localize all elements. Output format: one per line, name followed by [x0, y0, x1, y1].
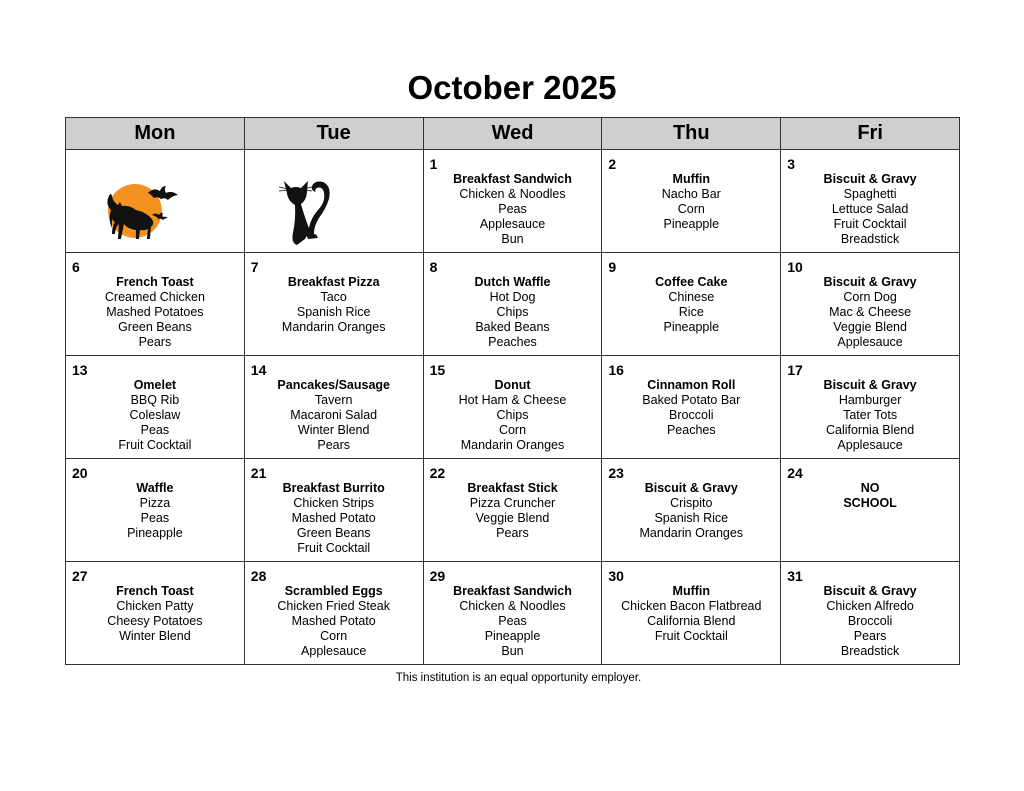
lunch-item: Mandarin Oranges: [281, 320, 386, 334]
lunch-item: Chicken & Noodles: [459, 599, 566, 613]
lunch-item: Mashed Potatoes: [106, 305, 204, 319]
day-number: 15: [429, 362, 446, 378]
lunch-item: Baked Beans: [475, 320, 550, 334]
black-cat-icon: [244, 150, 423, 253]
lunch-item: Pineapple: [127, 526, 183, 540]
day-number: 2: [608, 156, 617, 172]
footer-note: This institution is an equal opportunity employer.: [395, 672, 642, 684]
day-number: 16: [608, 362, 624, 378]
lunch-item: Fruit Cocktail: [118, 438, 192, 452]
breakfast-item: Cinnamon Roll: [647, 378, 736, 392]
lunch-item: Chicken Patty: [116, 599, 194, 613]
day-cell: [423, 459, 602, 562]
day-cell: [66, 459, 245, 562]
day-cell: [602, 562, 781, 665]
lunch-item: California Blend: [825, 423, 915, 437]
week-row: [66, 253, 960, 356]
breakfast-item: Breakfast Stick: [467, 481, 558, 495]
day-cell: [423, 562, 602, 665]
lunch-item: Hot Ham & Cheese: [458, 393, 567, 407]
breakfast-item: French Toast: [116, 275, 194, 289]
lunch-item: Chicken Strips: [293, 496, 374, 510]
lunch-item: Chicken Alfredo: [826, 599, 914, 613]
lunch-item: Tavern: [314, 393, 353, 407]
weekday-header-wed: Wed: [423, 118, 602, 150]
breakfast-item: Biscuit & Gravy: [823, 172, 917, 186]
lunch-item: Broccoli: [847, 614, 893, 628]
day-number: 23: [608, 465, 624, 481]
lunch-item: Chips: [496, 305, 529, 319]
weekday-header-mon: Mon: [66, 118, 245, 150]
lunch-item: Veggie Blend: [833, 320, 907, 334]
lunch-item: Baked Potato Bar: [642, 393, 741, 407]
lunch-item: Green Beans: [296, 526, 371, 540]
lunch-item: Corn: [498, 423, 527, 437]
day-cell: [244, 562, 423, 665]
lunch-item: Spanish Rice: [296, 305, 371, 319]
lunch-item: Chicken & Noodles: [459, 187, 566, 201]
day-number: 28: [250, 568, 267, 584]
day-number: 29: [429, 568, 446, 584]
breakfast-item: Muffin: [672, 172, 711, 186]
day-number: 6: [72, 259, 80, 275]
day-cell: [781, 562, 960, 665]
lunch-item: Nacho Bar: [661, 187, 721, 201]
lunch-item: Taco: [320, 290, 347, 304]
breakfast-item: Muffin: [672, 584, 711, 598]
lunch-item: Fruit Cocktail: [833, 217, 907, 231]
lunch-item: Pizza: [139, 496, 171, 510]
lunch-item: Applesauce: [301, 644, 367, 658]
breakfast-item: NO: [860, 481, 880, 495]
lunch-item: Pineapple: [484, 629, 541, 643]
lunch-item: Peas: [140, 511, 170, 525]
lunch-item: Veggie Blend: [475, 511, 550, 525]
lunch-item: Pears: [317, 438, 351, 452]
day-number: 20: [72, 465, 88, 481]
day-cell: [781, 459, 960, 562]
weekday-header-fri: Fri: [781, 118, 960, 150]
menu-calendar: [65, 117, 960, 665]
day-number: 13: [72, 362, 88, 378]
day-number: 27: [72, 568, 88, 584]
day-cell: [244, 253, 423, 356]
breakfast-item: Waffle: [136, 481, 174, 495]
lunch-item: Pears: [138, 335, 172, 349]
lunch-item: Peas: [498, 614, 527, 628]
week-row: [66, 459, 960, 562]
lunch-item: Tater Tots: [843, 408, 898, 422]
lunch-item: Peas: [140, 423, 170, 437]
lunch-item: Corn: [677, 202, 705, 216]
lunch-item: Mandarin Oranges: [639, 526, 744, 540]
day-cell: [602, 253, 781, 356]
day-number: 22: [429, 465, 446, 481]
lunch-item: Spanish Rice: [654, 511, 729, 525]
day-number: 21: [250, 465, 267, 481]
lunch-item: Applesauce: [837, 335, 903, 349]
halloween-moon-cat-icon: [66, 150, 245, 253]
day-number: 17: [787, 362, 803, 378]
day-number: 10: [787, 259, 803, 275]
day-cell: [423, 253, 602, 356]
breakfast-item: Biscuit & Gravy: [644, 481, 738, 495]
lunch-item: Applesauce: [479, 217, 546, 231]
week-row: [66, 150, 960, 253]
lunch-item: Pineapple: [663, 320, 720, 334]
day-cell: [781, 356, 960, 459]
lunch-item: Breadstick: [840, 644, 900, 658]
lunch-item: Pizza Cruncher: [469, 496, 556, 510]
lunch-item: Pears: [496, 526, 529, 540]
day-cell: [602, 150, 781, 253]
black-cat-illustration: [245, 150, 423, 252]
breakfast-item: Dutch Waffle: [474, 275, 551, 289]
lunch-item: Hamburger: [838, 393, 902, 407]
day-cell: [66, 253, 245, 356]
day-number: 24: [787, 465, 803, 481]
lunch-item: BBQ Rib: [130, 393, 180, 407]
lunch-item: Applesauce: [837, 438, 903, 452]
lunch-item: Crispito: [670, 496, 713, 510]
lunch-item: Pears: [853, 629, 887, 643]
lunch-item: Coleslaw: [129, 408, 181, 422]
lunch-item: Rice: [678, 305, 704, 319]
lunch-item: Bun: [501, 232, 524, 246]
weekday-header-thu: Thu: [602, 118, 781, 150]
breakfast-item: Omelet: [133, 378, 177, 392]
lunch-item: SCHOOL: [843, 496, 897, 510]
breakfast-item: Pancakes/Sausage: [277, 378, 390, 392]
breakfast-item: Breakfast Burrito: [282, 481, 385, 495]
day-number: 14: [250, 362, 267, 378]
lunch-item: Corn Dog: [843, 290, 897, 304]
weekday-header-row: [66, 118, 960, 150]
breakfast-item: Biscuit & Gravy: [823, 378, 917, 392]
week-row: [66, 562, 960, 665]
moon-cat-bats-illustration: [66, 150, 244, 252]
lunch-item: Mashed Potato: [291, 614, 376, 628]
day-cell: [423, 356, 602, 459]
breakfast-item: Breakfast Pizza: [287, 275, 380, 289]
day-cell: [244, 459, 423, 562]
weekday-header-tue: Tue: [244, 118, 423, 150]
lunch-item: Winter Blend: [297, 423, 370, 437]
breakfast-item: Breakfast Sandwich: [453, 172, 572, 186]
day-number: 8: [429, 259, 438, 275]
lunch-item: Cheesy Potatoes: [107, 614, 203, 628]
day-number: 1: [429, 156, 438, 172]
lunch-item: Peaches: [666, 423, 716, 437]
lunch-item: Hot Dog: [489, 290, 536, 304]
lunch-item: Mashed Potato: [291, 511, 376, 525]
lunch-item: Peaches: [488, 335, 537, 349]
lunch-item: Chinese: [668, 290, 715, 304]
day-number: 9: [608, 259, 617, 275]
day-cell: [66, 356, 245, 459]
lunch-item: Macaroni Salad: [290, 408, 378, 422]
lunch-item: Bun: [501, 644, 524, 658]
breakfast-item: Breakfast Sandwich: [453, 584, 572, 598]
breakfast-item: French Toast: [116, 584, 194, 598]
calendar-body: [66, 150, 960, 665]
lunch-item: Chicken Bacon Flatbread: [621, 599, 762, 613]
lunch-item: Fruit Cocktail: [654, 629, 728, 643]
lunch-item: Green Beans: [118, 320, 192, 334]
breakfast-item: Biscuit & Gravy: [823, 275, 917, 289]
day-cell: [423, 150, 602, 253]
day-cell: [244, 356, 423, 459]
lunch-item: Lettuce Salad: [831, 202, 909, 216]
day-number: 31: [787, 568, 803, 584]
lunch-item: Mac & Cheese: [829, 305, 912, 319]
week-row: [66, 356, 960, 459]
day-number: 3: [787, 156, 795, 172]
breakfast-item: Scrambled Eggs: [284, 584, 383, 598]
breakfast-item: Donut: [494, 378, 531, 392]
day-cell: [66, 562, 245, 665]
lunch-item: Corn: [320, 629, 348, 643]
day-number: 30: [608, 568, 624, 584]
lunch-item: Pineapple: [663, 217, 720, 231]
page-title: October 2025: [407, 69, 617, 106]
lunch-item: Peas: [498, 202, 527, 216]
lunch-item: Winter Blend: [119, 629, 191, 643]
breakfast-item: Coffee Cake: [655, 275, 728, 289]
breakfast-item: Biscuit & Gravy: [823, 584, 917, 598]
lunch-item: Spaghetti: [843, 187, 897, 201]
lunch-item: Mandarin Oranges: [460, 438, 565, 452]
lunch-item: Fruit Cocktail: [297, 541, 371, 555]
lunch-item: Creamed Chicken: [104, 290, 205, 304]
day-cell: [781, 150, 960, 253]
day-cell: [781, 253, 960, 356]
lunch-item: Broccoli: [669, 408, 714, 422]
day-cell: [602, 459, 781, 562]
lunch-item: Chicken Fried Steak: [277, 599, 390, 613]
lunch-item: Breadstick: [840, 232, 900, 246]
day-cell: [602, 356, 781, 459]
lunch-item: Chips: [496, 408, 529, 422]
day-number: 7: [250, 259, 259, 275]
lunch-item: California Blend: [647, 614, 736, 628]
